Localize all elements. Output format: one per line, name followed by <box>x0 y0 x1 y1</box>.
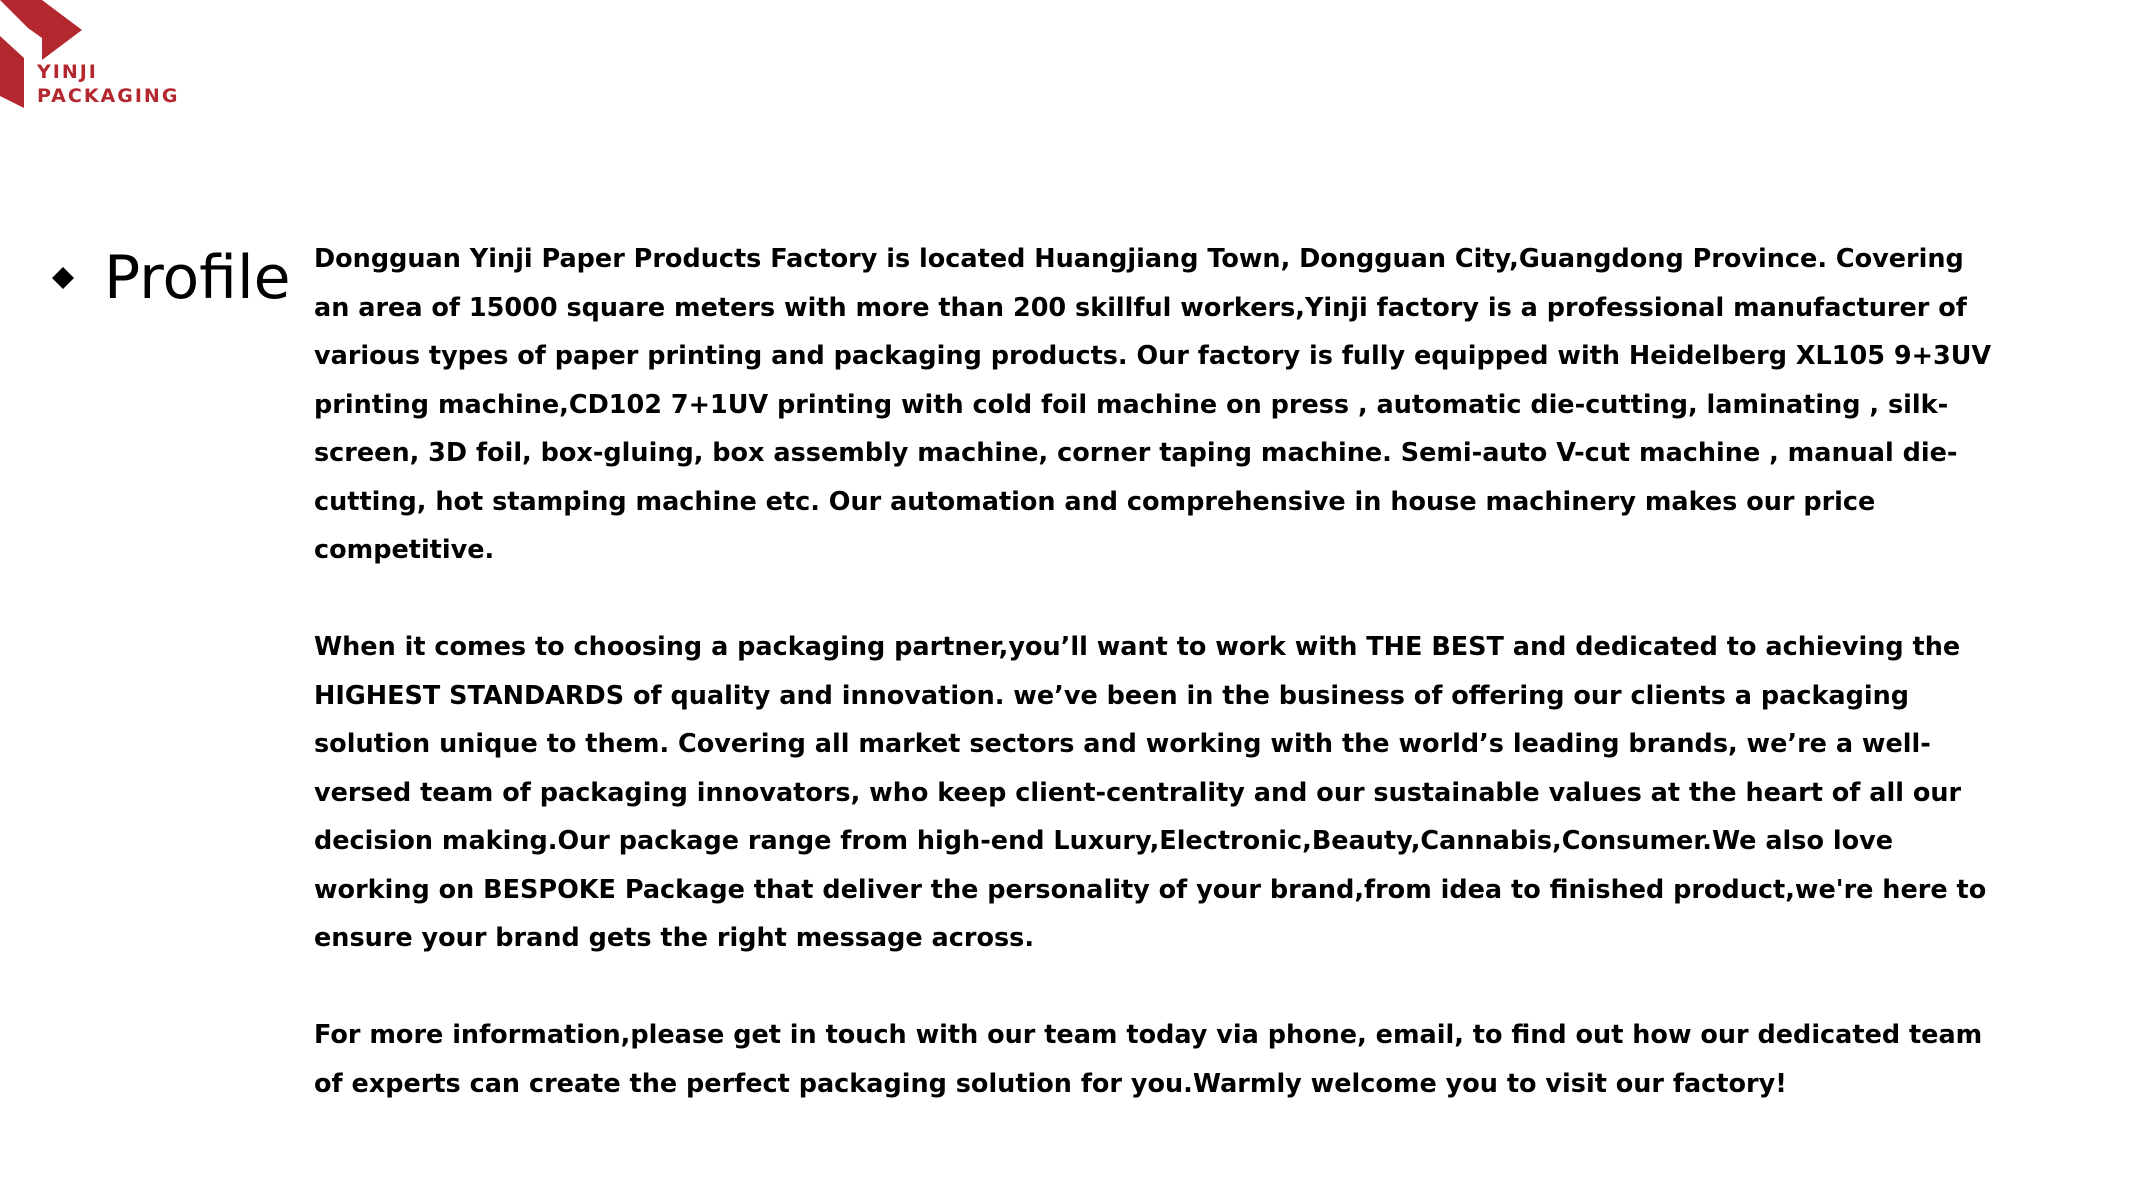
company-logo <box>0 0 200 112</box>
paragraph-spacer <box>314 963 2004 1012</box>
paragraph-spacer <box>314 575 2004 624</box>
page-title: Profile <box>104 243 291 313</box>
logo-text-packaging: PACKAGING <box>37 85 180 107</box>
logo-text-yinji: YINJI <box>37 61 98 83</box>
section-heading <box>52 238 291 318</box>
profile-content <box>314 235 2004 1108</box>
diamond-icon <box>52 267 74 289</box>
paragraph-company-overview: Dongguan Yinji Paper Products Factory is located Huangjiang Town, Dongguan City,Guangdong Province. Covering an area of 15000 square meters with more than 200 skillful workers,Yinji factory is a professional manufacturer of various types of paper printing and packaging products. Our factory is fully equipped with Heidelberg XL105 9+3UV printing machine,CD102 7+1UV printing with cold foil machine on press , automatic die-cutting, laminating , silk-screen, 3D foil, box-gluing, box assembly machine, corner taping machine. Semi-auto V-cut machine , manual die-cutting, hot stamping machine etc. Our automation and comprehensive in house machinery makes our price competitive. <box>314 244 1992 565</box>
paragraph-contact-info: For more information,please get in touch with our team today via phone, email, to find out how our dedicated team of experts can create the perfect packaging solution for you.Warmly welcome you to visit our factory! <box>314 1020 1983 1099</box>
paragraph-packaging-partner: When it comes to choosing a packaging partner,you’ll want to work with THE BEST and dedicated to achieving the HIGHEST STANDARDS of quality and innovation. we’ve been in the business of offering our clients a packaging solution unique to them. Covering all market sectors and working with the world’s leading brands, we’re a well-versed team of packaging innovators, who keep client-centrality and our sustainable values at the heart of all our decision making.Our package range from high-end Luxury,Electronic,Beauty,Cannabis,Consumer.We also love working on BESPOKE Package that deliver the personality of your brand,from idea to finished product,we're here to ensure your brand gets the right message across. <box>314 632 1987 953</box>
